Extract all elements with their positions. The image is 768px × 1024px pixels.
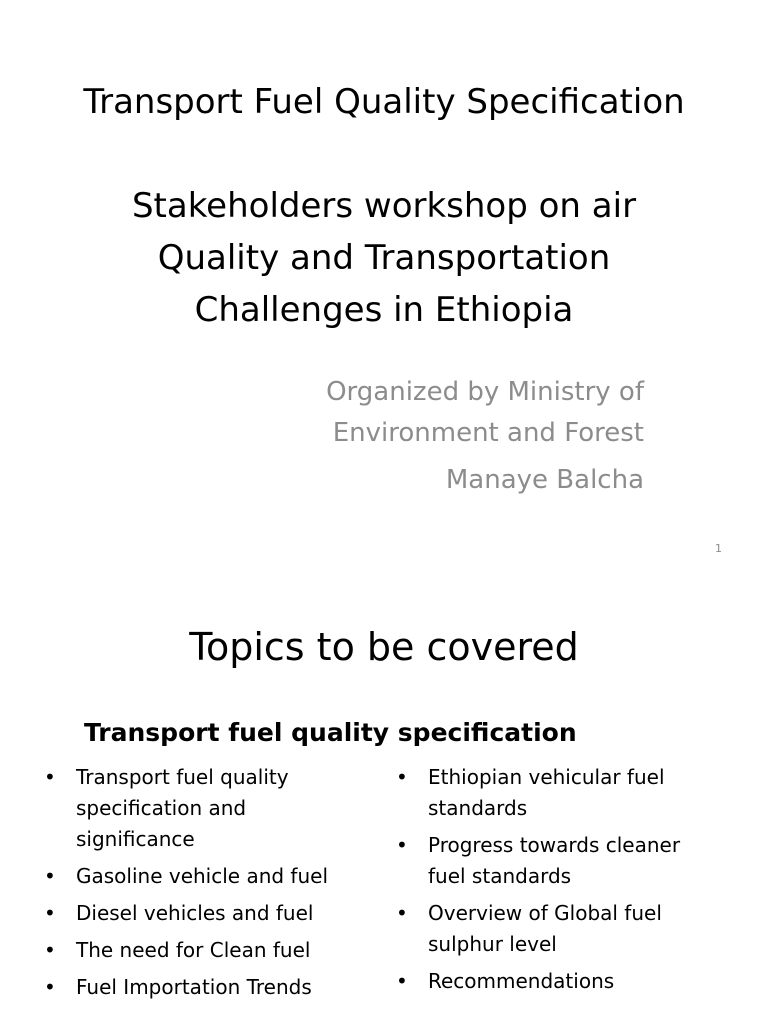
list-item [44,762,354,855]
list-item-text: Diesel vehicles and fuel [76,901,314,925]
subtitle-line: Challenges in Ethiopia [194,290,574,330]
organizer-line: Organized by Ministry of [326,377,644,407]
list-item [44,861,354,892]
list-item-text: Fuel Importation Trends [76,975,312,999]
subtitle-line: Stakeholders workshop on air [131,186,637,226]
bullet-icon: • [44,975,56,999]
list-item-text: Ethiopian vehicular fuel standards [428,765,665,820]
workshop-subtitle [40,180,728,336]
list-item [396,898,716,960]
section-heading: Transport fuel quality specification [84,718,577,747]
topics-list-left [44,762,354,1009]
list-item [44,935,354,966]
topics-list-right [396,762,716,1003]
bullet-icon: • [44,938,56,962]
page-number: 1 [715,542,722,555]
bullet-icon: • [396,969,408,993]
list-item-text: Gasoline vehicle and fuel [76,864,329,888]
bullet-icon: • [396,901,408,925]
list-item [44,972,354,1003]
subtitle-line: Quality and Transportation [157,238,611,278]
list-item [396,830,716,892]
presentation-title: Transport Fuel Quality Specification [83,82,685,122]
organizer-line: Environment and Forest [332,418,644,448]
organizer-text [224,372,644,454]
list-item [396,762,716,824]
list-item-text: Overview of Global fuel sulphur level [428,901,662,956]
bullet-icon: • [396,765,408,789]
list-item-text: Progress towards cleaner fuel standards [428,833,681,888]
presenter-name: Manaye Balcha [445,465,644,495]
bullet-icon: • [396,833,408,857]
list-item-text: Recommendations [428,969,615,993]
list-item [44,898,354,929]
topics-slide [0,576,768,1024]
bullet-icon: • [44,765,56,789]
list-item-text: Transport fuel quality specification and significance [76,765,289,851]
list-item [396,966,716,997]
topics-title: Topics to be covered [189,625,579,669]
bullet-icon: • [44,901,56,925]
bullet-icon: • [44,864,56,888]
list-item-text: The need for Clean fuel [76,938,311,962]
